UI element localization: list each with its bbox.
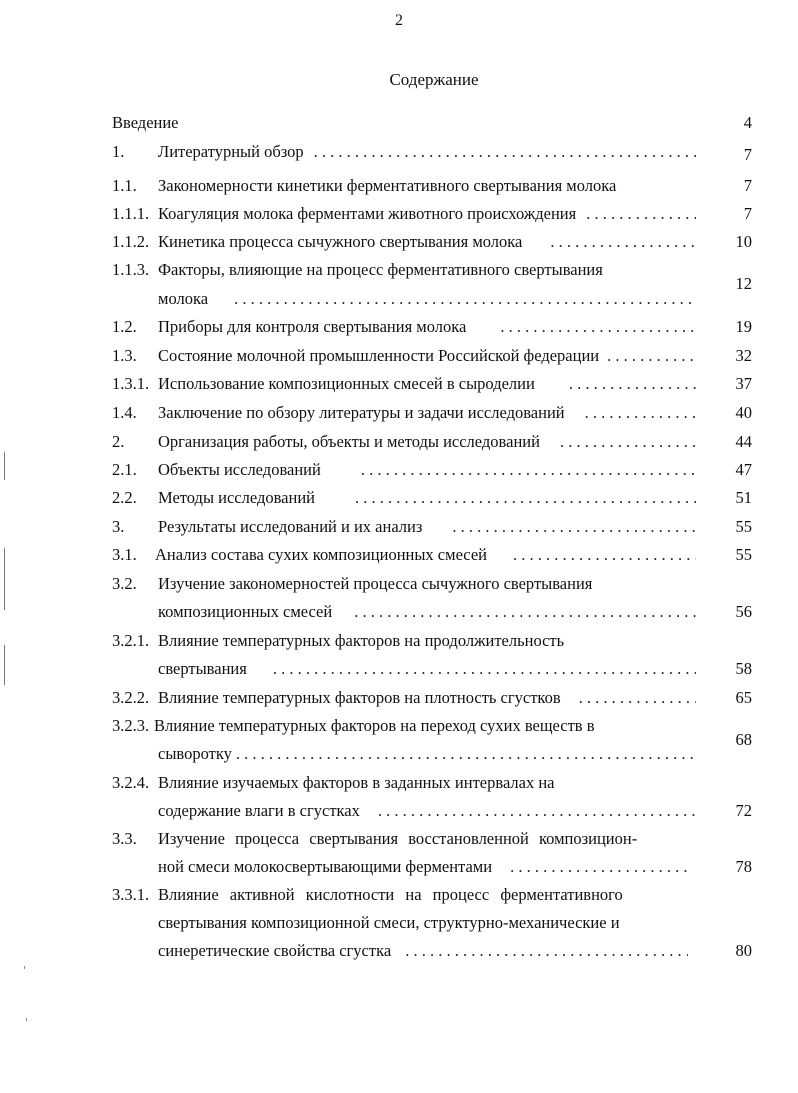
toc-entry-title: Организация работы, объекты и методы исследований: [158, 432, 540, 451]
toc-entry: [112, 432, 752, 452]
toc-entry: [112, 545, 752, 565]
toc-page-number: 68: [735, 730, 752, 749]
dot-leader: [569, 374, 696, 394]
toc-page-number: 7: [743, 145, 752, 164]
toc-entry-title: Влияние активной кислотности на процесс ферментативного: [158, 885, 623, 904]
toc-entry-number: 3.2.3.: [112, 716, 150, 735]
scan-speck: [24, 966, 25, 969]
toc-entry-title-cont: синеретические свойства сгустка: [158, 941, 392, 960]
toc-entry: [112, 142, 752, 162]
toc-entry-number: 2.2.: [112, 488, 137, 507]
toc-entry: [112, 488, 752, 508]
toc-entry-title: Анализ состава сухих композиционных смесей: [155, 545, 487, 564]
toc-entry-number: 1.: [112, 142, 125, 161]
toc-entry-number: 1.1.: [112, 176, 137, 195]
dot-leader: [354, 602, 696, 622]
toc-entry-title: Кинетика процесса сычужного свертывания молока: [158, 232, 523, 251]
toc-entry-number: 3.2.2.: [112, 688, 150, 707]
toc-page-number: 56: [735, 602, 752, 621]
toc-entry: [112, 631, 752, 681]
dot-leader: [405, 941, 688, 961]
dot-leader: [452, 517, 696, 537]
toc-page-number: 37: [735, 374, 752, 393]
toc-entry-number: 3.2.: [112, 574, 137, 593]
toc-page-number: 7: [743, 176, 752, 195]
toc-page-number: 4: [743, 113, 752, 132]
toc-page-number: 58: [735, 659, 752, 678]
toc-entry-number: 3.3.: [112, 829, 137, 848]
dot-leader: [361, 460, 696, 480]
toc-entry-title-cont: ной смеси молокосвертывающими ферментами: [158, 857, 493, 876]
toc-entry: [112, 232, 752, 252]
toc-entry-title: Методы исследований: [158, 488, 315, 507]
scan-speck: [26, 1018, 27, 1021]
toc-entry-title: Коагуляция молока ферментами животного происхождения: [158, 204, 577, 223]
toc-entry-title-cont: композиционных смесей: [158, 602, 333, 621]
toc-entry-number: 1.1.3.: [112, 260, 150, 279]
toc-page-number: 44: [735, 432, 752, 451]
toc-entry-number: 3.2.1.: [112, 631, 150, 650]
toc-entry-number: 3.2.4.: [112, 773, 150, 792]
toc-page-number: 10: [735, 232, 752, 251]
toc-entry-number: 1.3.: [112, 346, 137, 365]
toc-page-number: 7: [743, 204, 752, 223]
toc-entry-title: Приборы для контроля свертывания молока: [158, 317, 467, 336]
scan-mark: [4, 645, 5, 685]
toc-entry: [112, 176, 752, 196]
toc-entry-number: 3.: [112, 517, 125, 536]
toc-entry: [112, 346, 752, 366]
toc-entry: [112, 574, 752, 624]
toc-entry-title: Литературный обзор: [158, 142, 304, 161]
toc-entry-title: Влияние температурных факторов на плотность сгустков: [158, 688, 561, 707]
toc-entry-title: Объекты исследований: [158, 460, 321, 479]
toc-entry-number: 3.1.: [112, 545, 137, 564]
toc-entry-title: Использование композиционных смесей в сыроделии: [158, 374, 535, 393]
toc-entry-title-cont: молока: [158, 289, 209, 308]
scan-mark: [4, 548, 5, 610]
dot-leader: [607, 346, 696, 366]
toc-entry-title-cont: свертывания: [158, 659, 247, 678]
toc-entry-label: Введение: [112, 113, 179, 132]
toc-entry-number: 2.: [112, 432, 125, 451]
toc-entry-title-cont: свертывания композиционной смеси, структурно-механические и: [158, 913, 620, 932]
toc-entry-title: Изучение процесса свертывания восстановленной композицион-: [158, 829, 638, 848]
toc-entry-number: 1.1.1.: [112, 204, 150, 223]
toc-entry: [112, 773, 752, 823]
toc-entry-title: Влияние температурных факторов на переход сухих веществ в: [154, 716, 595, 735]
toc-entry-title: Изучение закономерностей процесса сычужного свертывания: [158, 574, 593, 593]
toc-entry-title-cont: содержание влаги в сгустках: [158, 801, 360, 820]
toc-entry-title: Влияние температурных факторов на продолжительность: [158, 631, 565, 650]
toc-page-number: 51: [735, 488, 752, 507]
toc-entry: [112, 829, 752, 879]
toc-entry-title-cont: сыворотку: [158, 744, 232, 763]
toc-entry: [112, 260, 752, 310]
toc-page-number: 80: [735, 941, 752, 960]
dot-leader: [510, 857, 688, 877]
toc-page-number: 55: [735, 545, 752, 564]
dot-leader: [378, 801, 696, 821]
dot-leader: [585, 403, 696, 423]
toc-entry-title: Заключение по обзору литературы и задачи исследований: [158, 403, 565, 422]
toc-entry-number: 3.3.1.: [112, 885, 150, 904]
toc-page-number: 32: [735, 346, 752, 365]
toc-entry: [112, 885, 752, 965]
scan-mark: [4, 452, 5, 480]
toc-entry: [112, 204, 752, 224]
toc-entry-title: Состояние молочной промышленности Российской федерации: [158, 346, 600, 365]
dot-leader: [236, 744, 696, 764]
dot-leader: [586, 204, 696, 224]
toc-entry-number: 1.4.: [112, 403, 137, 422]
toc-entry-number: 1.1.2.: [112, 232, 150, 251]
page-title: Содержание: [389, 70, 479, 89]
dot-leader: [579, 688, 696, 708]
toc-entry-number: 1.3.1.: [112, 374, 150, 393]
toc-entry-number: 2.1.: [112, 460, 137, 479]
dot-leader: [513, 545, 696, 565]
toc-page-number: 72: [735, 801, 752, 820]
toc-entry: [112, 688, 752, 708]
toc-page-number: 78: [735, 857, 752, 876]
toc-page-number: 19: [735, 317, 752, 336]
toc-page-number: 40: [735, 403, 752, 422]
toc-page-number: 65: [735, 688, 752, 707]
page-number: 2: [395, 12, 403, 29]
toc-entry-number: 1.2.: [112, 317, 137, 336]
dot-leader: [560, 432, 696, 452]
dot-leader: [314, 142, 696, 162]
toc-entry: [112, 460, 752, 480]
toc-entry: [112, 716, 752, 766]
dot-leader: [355, 488, 696, 508]
toc-entry-title: Факторы, влияющие на процесс ферментативного свертывания: [158, 260, 603, 279]
toc-page-number: 47: [735, 460, 752, 479]
toc-entry: [112, 317, 752, 337]
dot-leader: [500, 317, 696, 337]
toc-entry: [112, 517, 752, 537]
dot-leader: [550, 232, 696, 252]
toc-entry: [112, 374, 752, 394]
toc-entry-title: Закономерности кинетики ферментативного свертывания молока: [158, 176, 617, 195]
toc-page-number: 12: [735, 274, 752, 293]
toc-entry-title: Результаты исследований и их анализ: [158, 517, 423, 536]
dot-leader: [234, 289, 696, 309]
dot-leader: [273, 659, 696, 679]
toc-page-number: 55: [735, 517, 752, 536]
toc-entry-intro: [112, 113, 752, 133]
toc-entry-title: Влияние изучаемых факторов в заданных интервалах на: [158, 773, 555, 792]
toc-entry: [112, 403, 752, 423]
